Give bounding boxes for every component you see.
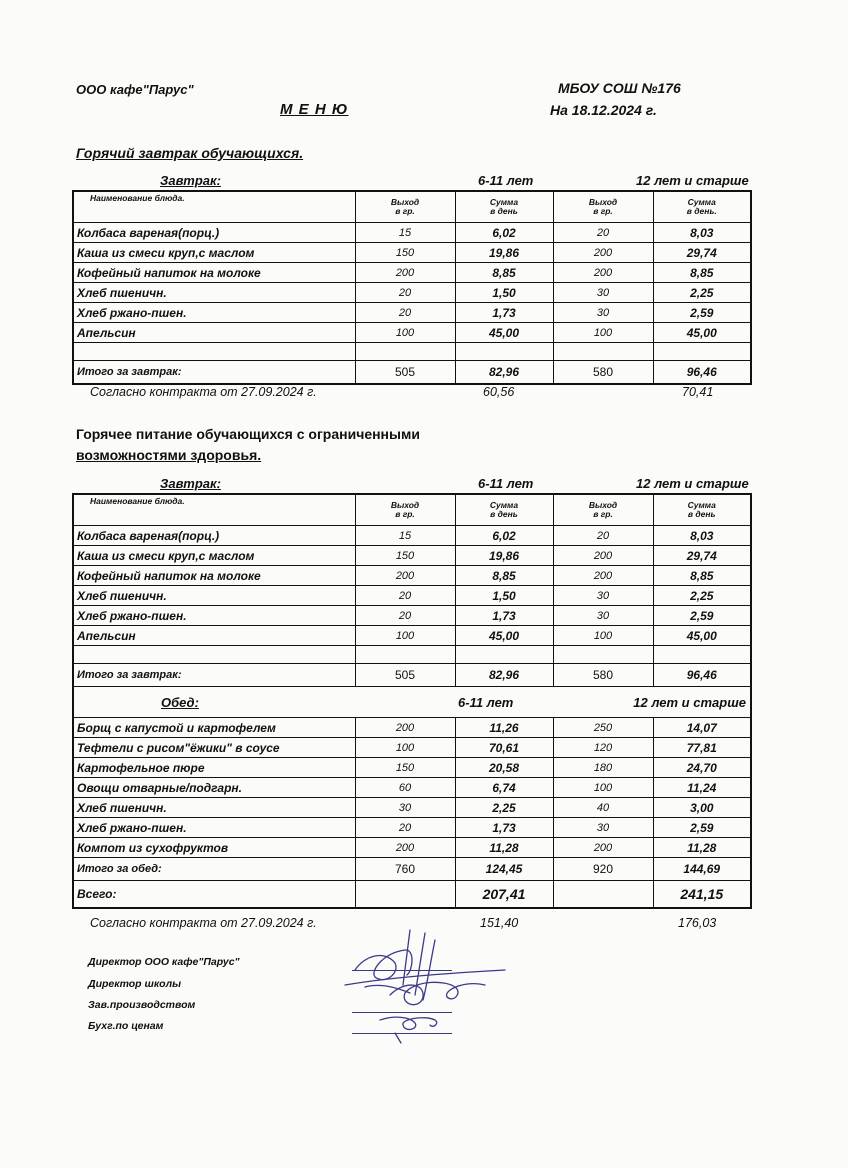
price-6-11: 2,25 xyxy=(455,798,553,818)
price-6-11: 45,00 xyxy=(455,626,553,646)
sig-director-school: Директор школы xyxy=(88,978,182,990)
price-6-11: 11,26 xyxy=(455,718,553,738)
weight-6-11: 60 xyxy=(355,778,455,798)
price-12plus: 29,74 xyxy=(653,546,751,566)
weight-12plus: 200 xyxy=(553,263,653,283)
table-row xyxy=(73,223,751,243)
table-empty-row xyxy=(73,343,751,361)
total-row xyxy=(73,361,751,385)
col-out2-header: Выход в гр. xyxy=(553,494,653,526)
total-label: Итого за завтрак: xyxy=(73,664,355,687)
weight-6-11: 20 xyxy=(355,818,455,838)
menu-date: На 18.12.2024 г. xyxy=(550,102,657,118)
price-12plus: 45,00 xyxy=(653,626,751,646)
price-6-11: 1,50 xyxy=(455,283,553,303)
contract-v2: 70,41 xyxy=(682,385,714,399)
section2-title-line2: возможностями здоровья. xyxy=(76,447,262,463)
total-label: Итого за завтрак: xyxy=(73,361,355,385)
dish-name: Хлеб ржано-пшен. xyxy=(73,606,355,626)
lunch-total-w2: 920 xyxy=(553,858,653,881)
contract-v1: 151,40 xyxy=(480,916,519,930)
dish-name: Апельсин xyxy=(73,626,355,646)
dish-name: Колбаса вареная(порц.) xyxy=(73,526,355,546)
price-12plus: 24,70 xyxy=(653,758,751,778)
weight-12plus: 200 xyxy=(553,243,653,263)
weight-6-11: 100 xyxy=(355,323,455,343)
section2-groups xyxy=(72,476,750,494)
sig-director-cafe: Директор ООО кафе"Парус" xyxy=(88,956,240,968)
col-sum1-header: Сумма в день xyxy=(455,494,553,526)
contract-text: Согласно контракта от 27.09.2024 г. xyxy=(90,916,317,930)
sig-accountant: Бухг.по ценам xyxy=(88,1020,164,1032)
table-row xyxy=(73,818,751,838)
lunch-group1: 6-11 лет xyxy=(458,694,514,710)
price-12plus: 11,24 xyxy=(653,778,751,798)
price-6-11: 20,58 xyxy=(455,758,553,778)
weight-12plus: 40 xyxy=(553,798,653,818)
weight-12plus: 30 xyxy=(553,818,653,838)
total-row xyxy=(73,664,751,687)
sig-production-head: Зав.производством xyxy=(88,999,196,1011)
col-name-header: Наименование блюда. xyxy=(73,494,355,526)
grand-total-row xyxy=(73,881,751,909)
col-sum2-header: Сумма в день. xyxy=(653,191,751,223)
weight-12plus: 100 xyxy=(553,778,653,798)
dish-name: Хлеб ржано-пшен. xyxy=(73,818,355,838)
table-row xyxy=(73,546,751,566)
price-6-11: 6,74 xyxy=(455,778,553,798)
table-row xyxy=(73,243,751,263)
table-row xyxy=(73,263,751,283)
table-row xyxy=(73,526,751,546)
price-6-11: 11,28 xyxy=(455,838,553,858)
table-row xyxy=(73,718,751,738)
price-6-11: 70,61 xyxy=(455,738,553,758)
total-w1: 505 xyxy=(355,361,455,385)
school-name: МБОУ СОШ №176 xyxy=(558,80,681,96)
price-6-11: 19,86 xyxy=(455,546,553,566)
table-row xyxy=(73,566,751,586)
dish-name: Тефтели с рисом"ёжики" в соусе xyxy=(73,738,355,758)
table-row xyxy=(73,303,751,323)
col-out1-header: Выход в гр. xyxy=(355,494,455,526)
table-row xyxy=(73,838,751,858)
weight-12plus: 20 xyxy=(553,223,653,243)
company-name: ООО кафе"Парус" xyxy=(76,82,194,97)
table-row xyxy=(73,798,751,818)
menu-title: М Е Н Ю xyxy=(280,101,349,118)
lunch-total-row xyxy=(73,858,751,881)
handwritten-signatures xyxy=(335,925,515,1050)
weight-12plus: 30 xyxy=(553,283,653,303)
dish-name: Кофейный напиток на молоке xyxy=(73,566,355,586)
table-row xyxy=(73,323,751,343)
price-6-11: 45,00 xyxy=(455,323,553,343)
weight-6-11: 200 xyxy=(355,263,455,283)
price-12plus: 2,25 xyxy=(653,283,751,303)
dish-name: Колбаса вареная(порц.) xyxy=(73,223,355,243)
weight-6-11: 200 xyxy=(355,718,455,738)
weight-6-11: 20 xyxy=(355,303,455,323)
table-row xyxy=(73,586,751,606)
table-header-row xyxy=(73,191,751,223)
contract-v1: 60,56 xyxy=(483,385,515,399)
total-w2: 580 xyxy=(553,361,653,385)
table-row xyxy=(73,626,751,646)
lunch-total-p2: 144,69 xyxy=(653,858,751,881)
price-12plus: 2,59 xyxy=(653,818,751,838)
weight-6-11: 150 xyxy=(355,546,455,566)
section1-groups xyxy=(72,173,750,191)
weight-6-11: 100 xyxy=(355,738,455,758)
section2-meal-label: Завтрак: xyxy=(160,476,221,491)
price-6-11: 1,73 xyxy=(455,818,553,838)
weight-6-11: 30 xyxy=(355,798,455,818)
col-out1-header: Выход в гр. xyxy=(355,191,455,223)
price-12plus: 45,00 xyxy=(653,323,751,343)
col-sum1-header: Сумма в день xyxy=(455,191,553,223)
weight-6-11: 100 xyxy=(355,626,455,646)
weight-6-11: 20 xyxy=(355,586,455,606)
section2-title-line1: Горячее питание обучающихся с ограниченными xyxy=(76,426,420,442)
dish-name: Апельсин xyxy=(73,323,355,343)
contract-v2: 176,03 xyxy=(678,916,717,930)
col-name-header: Наименование блюда. xyxy=(73,191,355,223)
price-12plus: 11,28 xyxy=(653,838,751,858)
grand-total-label: Всего: xyxy=(73,881,355,909)
lunch-total-label: Итого за обед: xyxy=(73,858,355,881)
price-6-11: 1,50 xyxy=(455,586,553,606)
price-12plus: 2,59 xyxy=(653,303,751,323)
weight-12plus: 30 xyxy=(553,303,653,323)
col-sum2-header: Сумма в день xyxy=(653,494,751,526)
price-12plus: 29,74 xyxy=(653,243,751,263)
weight-6-11: 20 xyxy=(355,606,455,626)
lunch-group2: 12 лет и старше xyxy=(633,695,746,710)
total-p2: 96,46 xyxy=(653,664,751,687)
dish-name: Хлеб пшеничн. xyxy=(73,798,355,818)
section1-title: Горячий завтрак обучающихся. xyxy=(76,145,304,161)
price-12plus: 2,59 xyxy=(653,606,751,626)
section2-group1: 6-11 лет xyxy=(478,476,534,491)
total-p2: 96,46 xyxy=(653,361,751,385)
price-6-11: 6,02 xyxy=(455,223,553,243)
dish-name: Борщ с капустой и картофелем xyxy=(73,718,355,738)
table-header-row xyxy=(73,494,751,526)
price-6-11: 19,86 xyxy=(455,243,553,263)
total-p1: 82,96 xyxy=(455,361,553,385)
dish-name: Овощи отварные/подгарн. xyxy=(73,778,355,798)
weight-12plus: 200 xyxy=(553,566,653,586)
price-6-11: 6,02 xyxy=(455,526,553,546)
dish-name: Картофельное пюре xyxy=(73,758,355,778)
table-row xyxy=(73,738,751,758)
weight-12plus: 100 xyxy=(553,323,653,343)
price-6-11: 8,85 xyxy=(455,566,553,586)
weight-6-11: 150 xyxy=(355,758,455,778)
price-12plus: 3,00 xyxy=(653,798,751,818)
section1-meal-label: Завтрак: xyxy=(160,173,221,188)
grand-total-p2: 241,15 xyxy=(653,881,751,909)
col-out2-header: Выход в гр. xyxy=(553,191,653,223)
dish-name: Каша из смеси круп,с маслом xyxy=(73,243,355,263)
price-12plus: 8,03 xyxy=(653,526,751,546)
weight-6-11: 20 xyxy=(355,283,455,303)
table-empty-row xyxy=(73,646,751,664)
table-row xyxy=(73,606,751,626)
weight-12plus: 20 xyxy=(553,526,653,546)
table-row xyxy=(73,283,751,303)
price-6-11: 1,73 xyxy=(455,303,553,323)
section1-table xyxy=(72,190,752,385)
weight-12plus: 200 xyxy=(553,546,653,566)
price-6-11: 1,73 xyxy=(455,606,553,626)
price-12plus: 77,81 xyxy=(653,738,751,758)
weight-6-11: 200 xyxy=(355,566,455,586)
price-12plus: 8,85 xyxy=(653,566,751,586)
lunch-header-row xyxy=(73,687,751,718)
section1-group2: 12 лет и старше xyxy=(636,173,749,188)
price-12plus: 14,07 xyxy=(653,718,751,738)
weight-12plus: 120 xyxy=(553,738,653,758)
lunch-total-p1: 124,45 xyxy=(455,858,553,881)
weight-6-11: 15 xyxy=(355,526,455,546)
weight-12plus: 180 xyxy=(553,758,653,778)
weight-6-11: 15 xyxy=(355,223,455,243)
total-p1: 82,96 xyxy=(455,664,553,687)
grand-total-p1: 207,41 xyxy=(455,881,553,909)
contract-text: Согласно контракта от 27.09.2024 г. xyxy=(90,385,317,399)
weight-6-11: 200 xyxy=(355,838,455,858)
total-w2: 580 xyxy=(553,664,653,687)
weight-12plus: 30 xyxy=(553,586,653,606)
section2-table xyxy=(72,493,752,909)
dish-name: Компот из сухофруктов xyxy=(73,838,355,858)
dish-name: Каша из смеси круп,с маслом xyxy=(73,546,355,566)
price-12plus: 8,03 xyxy=(653,223,751,243)
weight-12plus: 100 xyxy=(553,626,653,646)
weight-6-11: 150 xyxy=(355,243,455,263)
price-6-11: 8,85 xyxy=(455,263,553,283)
price-12plus: 8,85 xyxy=(653,263,751,283)
section1-group1: 6-11 лет xyxy=(478,173,534,188)
total-w1: 505 xyxy=(355,664,455,687)
lunch-label: Обед: xyxy=(161,694,199,710)
price-12plus: 2,25 xyxy=(653,586,751,606)
weight-12plus: 200 xyxy=(553,838,653,858)
weight-12plus: 30 xyxy=(553,606,653,626)
section2-group2: 12 лет и старше xyxy=(636,476,749,491)
dish-name: Хлеб пшеничн. xyxy=(73,283,355,303)
table-row xyxy=(73,758,751,778)
weight-12plus: 250 xyxy=(553,718,653,738)
dish-name: Кофейный напиток на молоке xyxy=(73,263,355,283)
dish-name: Хлеб ржано-пшен. xyxy=(73,303,355,323)
dish-name: Хлеб пшеничн. xyxy=(73,586,355,606)
lunch-total-w1: 760 xyxy=(355,858,455,881)
table-row xyxy=(73,778,751,798)
